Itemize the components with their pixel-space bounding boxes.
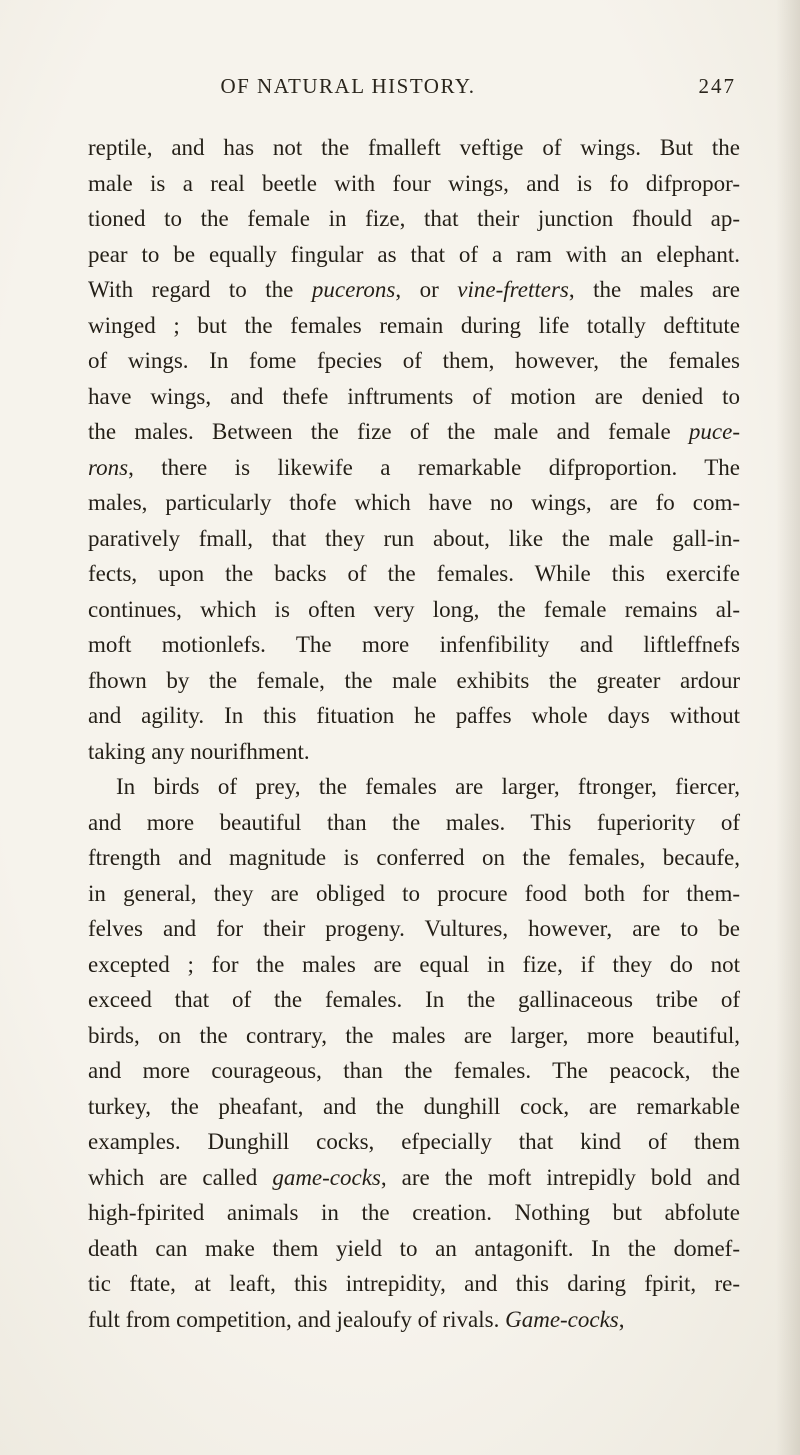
text-line: in general, they are obliged to procure food both for them- (88, 880, 740, 906)
text-line: In birds of prey, the females are larger, ftronger, fiercer, (116, 774, 740, 799)
text-line: of wings. In fome fpecies of them, however, the females (88, 348, 740, 373)
text-line: taking any nourifhment. (88, 738, 310, 764)
body-text (88, 130, 740, 1337)
text-line: continues, which is often very long, the female remains al- (88, 596, 740, 622)
text-line: male is a real beetle with four wings, and is fo difpropor- (88, 170, 740, 196)
text-line: moft motionlefs. The more infenfibility and liftleffnefs (88, 632, 740, 657)
text-line: reptile, and has not the fmalleft veftige of wings. But the (88, 135, 740, 160)
text-line: fects, upon the backs of the females. While this exercife (88, 561, 740, 586)
text-line: and agility. In this fituation he paffes whole days without (88, 703, 740, 728)
paragraph-2 (88, 769, 740, 1337)
paragraph-1 (88, 130, 740, 769)
text-line: and more beautiful than the males. This fuperiority of (88, 809, 740, 835)
text-line: fhown by the female, the male exhibits the greater ardour (88, 667, 740, 693)
text-line: pear to be equally fingular as that of a ram with an elephant. (88, 241, 740, 267)
text-line: paratively fmall, that they run about, like the male gall-in- (88, 525, 740, 551)
text-line: and more courageous, than the females. The peacock, the (88, 1058, 740, 1083)
text-line: With regard to the pucerons, or vine-fretters, the males are (88, 277, 740, 302)
text-line: rons, there is likewife a remarkable difproportion. The (88, 454, 740, 480)
text-line: turkey, the pheafant, and the dunghill cock, are remarkable (88, 1093, 740, 1119)
text-line: high-fpirited animals in the creation. Nothing but abfolute (88, 1200, 740, 1225)
text-line: ftrength and magnitude is conferred on the females, becaufe, (88, 845, 740, 870)
text-line: tic ftate, at leaft, this intrepidity, and this daring fpirit, re- (88, 1271, 740, 1296)
text-line: tioned to the female in fize, that their junction fhould ap- (88, 206, 740, 231)
text-line: birds, on the contrary, the males are larger, more beautiful, (88, 1022, 740, 1048)
text-line: have wings, and thefe inftruments of motion are denied to (88, 383, 740, 409)
text-line: felves and for their progeny. Vultures, however, are to be (88, 916, 740, 941)
text-line: males, particularly thofe which have no wings, are fo com- (88, 490, 740, 515)
text-line: winged ; but the females remain during life totally deftitute (88, 312, 740, 338)
text-line: the males. Between the fize of the male and female puce- (88, 419, 740, 444)
page-number: 247 (698, 74, 736, 98)
text-line: death can make them yield to an antagonift. In the domef- (88, 1235, 740, 1261)
page-header (88, 74, 738, 104)
running-title: OF NATURAL HISTORY. (220, 74, 476, 98)
text-line: examples. Dunghill cocks, efpecially that kind of them (88, 1129, 740, 1154)
text-line: exceed that of the females. In the gallinaceous tribe of (88, 987, 740, 1012)
text-line: which are called game-cocks, are the moft intrepidly bold and (88, 1164, 740, 1190)
text-line: fult from competition, and jealoufy of rivals. Game-cocks, (88, 1306, 625, 1332)
text-line: excepted ; for the males are equal in fize, if they do not (88, 951, 740, 977)
